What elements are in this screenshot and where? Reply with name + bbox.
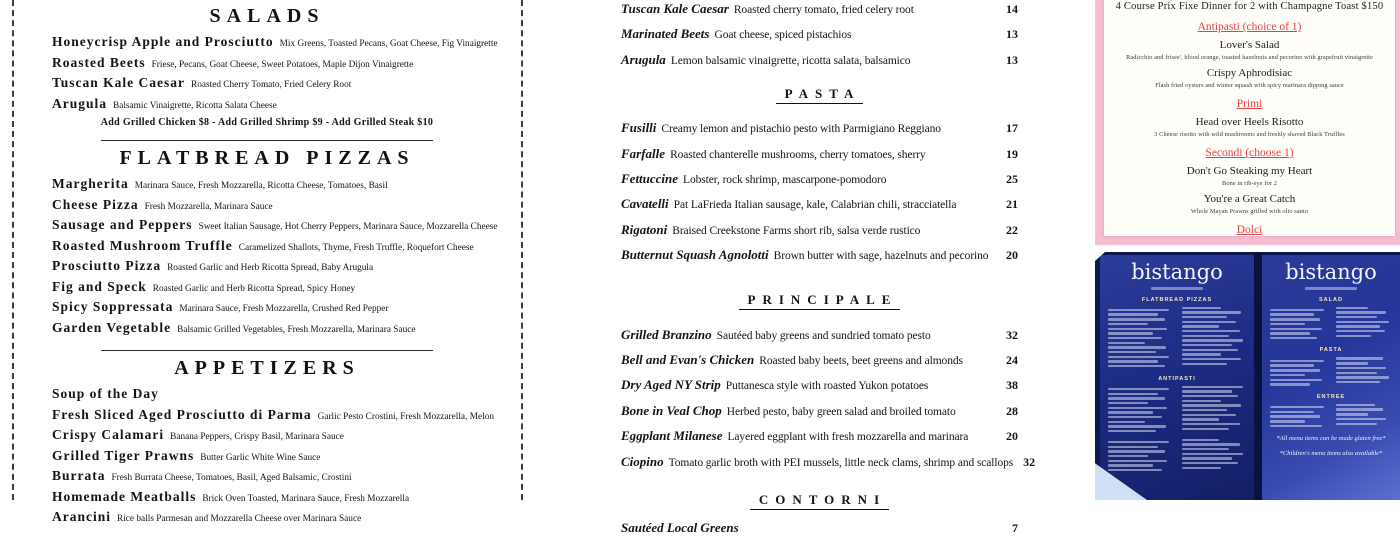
blurred-text-line (1108, 446, 1158, 448)
blurred-text-line (1108, 464, 1153, 466)
menu-item-name: Eggplant Milanese (621, 428, 723, 444)
secondi-entries (1104, 165, 1395, 216)
blurred-text-line (1182, 335, 1230, 337)
blurred-text-line (1108, 342, 1145, 344)
photo-heading-flatbread: FLATBREAD PIZZAS (1141, 296, 1213, 303)
menu-item-text (621, 116, 996, 141)
blurred-text-line (1108, 402, 1148, 404)
menu-item-description: Marinara Sauce, Fresh Mozzarella, Ricotta Cheese, Tomatoes, Basil (134, 181, 388, 191)
menu-text-lines (1100, 386, 1254, 434)
menu-item (34, 385, 500, 406)
menu-item-text (621, 142, 996, 167)
blurred-text-line (1336, 357, 1383, 359)
section-header-pasta (621, 85, 1018, 104)
menu-item-name: Honeycrisp Apple and Prosciutto (52, 34, 274, 49)
menu-item-row (621, 323, 1018, 348)
contorni-item-list (621, 516, 1018, 541)
menu-item-name: Arugula (52, 95, 108, 111)
blurred-text-line (1182, 353, 1222, 355)
blurred-text-line (1182, 344, 1232, 346)
blurred-text-line (1108, 318, 1165, 320)
menu-item-description: Sautéed baby greens and sundried tomato pesto (716, 329, 931, 342)
menu-item-text (621, 348, 996, 373)
menu-item-description: Balsamic Grilled Vegetables, Fresh Mozzarella, Marinara Sauce (177, 324, 416, 335)
dashed-border-right (521, 0, 523, 500)
menu-item-name: Fig and Speck (52, 278, 147, 294)
blurred-text-line (1336, 307, 1369, 309)
blurred-text-line (1270, 309, 1324, 311)
menu-item-row (621, 399, 1018, 424)
pasta-item-list (621, 116, 1018, 268)
blurred-text-line (1336, 376, 1390, 378)
menu-item-row (621, 142, 1018, 167)
blurred-text-line (1182, 330, 1240, 332)
menu-item-description: Roasted Garlic and Herb Ricotta Spread, Spicy Honey (152, 283, 356, 294)
dish-description: 3 Cheese risotto with wild mushrooms and freshly shaved Black Truffles (1154, 131, 1345, 138)
blurred-text-line (1182, 400, 1222, 402)
menu-item-row (621, 116, 1018, 141)
blurred-text-line (1108, 425, 1166, 427)
dish-name: Lover's Salad (1219, 39, 1280, 51)
course-heading-dolci: Dolci (1236, 224, 1263, 236)
menu-item-name: Bell and Evan's Chicken (621, 352, 755, 368)
menu-item-description: Mix Greens, Toasted Pecans, Goat Cheese, Fig Vinaigrette (279, 39, 498, 49)
menu-item-name: Tuscan Kale Caesar (52, 75, 186, 90)
blurred-text-line (1336, 325, 1380, 327)
menu-item-price: 19 (1006, 146, 1018, 161)
blurred-text-line (1108, 313, 1158, 315)
menu-item-name: Sausage and Peppers (52, 217, 193, 232)
menu-item-name: Bone in Veal Chop (621, 402, 722, 418)
blurred-text-line (1108, 309, 1169, 311)
menu-item (34, 33, 500, 54)
menu-item-name: Sautéed Local Greens (621, 520, 739, 536)
menu-item-price: 7 (1012, 521, 1018, 536)
dish-description: Bone in rib-eye for 2 (1222, 180, 1277, 187)
menu-item-description: Braised Creekstone Farms short rib, salsa verde rustico (672, 224, 921, 237)
menu-item-description: Butter Garlic White Wine Sauce (200, 452, 321, 463)
menu-text-lines (1262, 357, 1400, 386)
course-heading-antipasti: Antipasti (choice of 1) (1197, 21, 1302, 33)
blurred-text-line (1108, 323, 1148, 325)
section-title-appetizers: APPETIZERS (174, 357, 360, 379)
menu-item-description: Puttanesca style with roasted Yukon potatoes (725, 380, 929, 393)
menu-item-price: 32 (1006, 327, 1018, 342)
menu-item-name: Prosciutto Pizza (52, 258, 162, 273)
menu-item-description: Layered eggplant with fresh mozzarella and marinara (727, 431, 969, 444)
blurred-text-line (1270, 415, 1320, 417)
menu-item-name: Grilled Branzino (621, 326, 712, 342)
menu-item-name: Rigatoni (621, 221, 668, 237)
menu-item-name: Burrata (52, 468, 106, 483)
menu-item-row (621, 516, 1018, 541)
menu-item-name: Crispy Calamari (52, 427, 165, 442)
menu-item-text (621, 243, 996, 268)
blurred-text-line (1182, 358, 1241, 360)
blurred-text-line (1270, 420, 1305, 422)
blurred-text-line (1182, 414, 1236, 416)
bistango-logo: bistango (1285, 260, 1377, 284)
menu-item (34, 257, 500, 278)
blurred-text-line (1108, 441, 1169, 443)
menu-item (34, 467, 500, 488)
blurred-text-line (1108, 351, 1156, 353)
menu-item (34, 319, 500, 340)
menu-item-row (621, 450, 1036, 475)
menu-item-row (621, 22, 1018, 47)
menu-item (34, 278, 500, 299)
menu-item-description: Pat LaFrieda Italian sausage, kale, Calabrian chili, stracciatella (673, 199, 957, 212)
section-divider (101, 350, 433, 351)
menu-item-price: 20 (1006, 248, 1018, 263)
blurred-text-line (1336, 418, 1387, 420)
blurred-text-line (1108, 460, 1167, 462)
blurred-text-line (1182, 390, 1232, 392)
blurred-text-line (1108, 337, 1162, 339)
blurred-text-line (1270, 383, 1310, 385)
menu-item-row (621, 424, 1018, 449)
blurred-text-line (1182, 321, 1236, 323)
dish-name: Crispy Aphrodisiac (1206, 67, 1293, 79)
menu-item-text (621, 22, 996, 47)
photo-heading-antipasti: ANTIPASTI (1158, 375, 1196, 382)
blurred-text-line (1336, 311, 1387, 313)
blurred-text-line (1108, 393, 1158, 395)
menu-item-row (621, 0, 1018, 22)
center-menu-content (621, 0, 1036, 542)
menu-item (34, 508, 500, 529)
blurred-text-line (1336, 316, 1378, 318)
menu-item-name: Garden Vegetable (52, 319, 172, 335)
menu-item-name: Spicy Soppressata (52, 299, 174, 314)
blurred-text-line (1182, 325, 1219, 327)
menu-item-description: Goat cheese, spiced pistachios (714, 29, 852, 42)
blurred-text-line (1336, 335, 1371, 337)
menu-item-row (621, 48, 1018, 73)
blurred-text-line (1182, 395, 1239, 397)
menu-item-description: Roasted cherry tomato, fried celery root (733, 4, 914, 16)
photo-heading-salad: SALAD (1319, 296, 1343, 303)
menu-text-lines (1262, 307, 1400, 341)
blurred-text-line (1108, 421, 1145, 423)
menu-item-description: Fresh Mozzarella, Marinara Sauce (144, 201, 273, 212)
menu-item-description: Lemon balsamic vinaigrette, ricotta salata, balsamico (670, 54, 911, 67)
menu-item-row (621, 243, 1018, 268)
menu-item-description: Friese, Pecans, Goat Cheese, Sweet Potatoes, Maple Dijon Vinaigrette (151, 59, 414, 70)
blurred-text-line (1182, 418, 1219, 420)
blurred-text-line (1108, 332, 1153, 334)
gluten-free-footnote: *All menu items can be made gluten free* (1276, 435, 1386, 443)
section-header-label: PRINCIPALE (739, 292, 901, 310)
menu-item-name: Roasted Mushroom Truffle (52, 237, 233, 253)
menu-item-row (621, 218, 1018, 243)
blurred-text-line (1182, 311, 1241, 313)
section-header-principale (621, 291, 1018, 310)
blurred-text-line (1336, 367, 1387, 369)
dish-description: Whole Mayan Prawns grilled with olio santo (1190, 208, 1309, 215)
left-menu-content (34, 0, 500, 524)
blurred-text-line (1182, 404, 1241, 406)
flatbread-item-list (34, 175, 500, 339)
menu-text-lines (1100, 439, 1254, 473)
menu-item (34, 298, 500, 319)
menu-item (34, 488, 500, 509)
menu-item-text (621, 516, 1002, 541)
blurred-text-line (1336, 372, 1378, 374)
blurred-text-line (1270, 313, 1314, 315)
principale-item-list (621, 323, 1036, 475)
menu-item-text (621, 323, 996, 348)
menu-item-row (621, 192, 1018, 217)
menu-item-description: Sweet Italian Sausage, Hot Cherry Peppers, Marinara Sauce, Mozzarella Cheese (198, 222, 498, 232)
menu-item-description: Lobster, rock shrimp, mascarpone-pomodoro (683, 174, 887, 187)
menu-item-name: Roasted Beets (52, 54, 146, 70)
section-header-label: CONTORNI (750, 492, 889, 510)
logo-tagline-blur (1151, 287, 1203, 290)
menu-item-description: Roasted baby beets, beet greens and almonds (759, 355, 963, 368)
menu-item (34, 447, 500, 468)
menu-item-name: Fettuccine (621, 171, 679, 187)
menu-item-text (621, 48, 996, 73)
blurred-text-line (1336, 362, 1369, 364)
menu-item-price: 21 (1006, 197, 1018, 212)
menu-item-description: Banana Peppers, Crispy Basil, Marinara Sauce (170, 432, 344, 442)
blurred-text-line (1108, 407, 1167, 409)
menu-item-price: 13 (1006, 27, 1018, 42)
menu-item-row (621, 348, 1018, 373)
blurred-text-line (1182, 448, 1230, 450)
menu-item-row (621, 373, 1018, 398)
blurred-text-line (1270, 323, 1305, 325)
menu-item-name: Butternut Squash Agnolotti (621, 247, 769, 263)
blurred-text-line (1270, 318, 1320, 320)
insalata-item-list (621, 0, 1018, 73)
menu-item-price: 24 (1006, 353, 1018, 368)
blurred-text-line (1108, 455, 1148, 457)
blurred-text-line (1108, 328, 1167, 330)
menu-item-name: Fresh Sliced Aged Prosciutto di Parma (52, 406, 312, 422)
blurred-text-line (1182, 423, 1240, 425)
menu-item-name: Cheese Pizza (52, 196, 139, 212)
menu-item-text (621, 192, 996, 217)
bistango-menu-photo (1095, 252, 1400, 500)
dish-name: Don't Go Steaking my Heart (1186, 165, 1313, 177)
blurred-text-line (1336, 321, 1390, 323)
dish-name: Head over Heels Risotto (1195, 116, 1304, 128)
blurred-text-line (1270, 406, 1324, 408)
blurred-text-line (1108, 430, 1156, 432)
menu-item (34, 175, 500, 196)
menu-item-name: Cavatelli (621, 196, 669, 212)
menu-item-name: Dry Aged NY Strip (621, 377, 721, 393)
menu-item-price: 28 (1006, 403, 1018, 418)
menu-item (34, 196, 500, 217)
prix-fixe-menu-panel (1095, 0, 1400, 245)
blurred-text-line (1182, 363, 1227, 365)
menu-item-description: Brown butter with sage, hazelnuts and pecorino (773, 250, 989, 263)
menu-item-description: Rice balls Parmesan and Mozzarella Cheese over Marinara Sauce (117, 514, 362, 524)
menu-item-description: Balsamic Vinaigrette, Ricotta Salata Cheese (113, 100, 277, 111)
blurred-text-line (1336, 423, 1378, 425)
course-heading-primi: Primi (1236, 98, 1263, 110)
blurred-text-line (1270, 411, 1314, 413)
menu-item-name: Arancini (52, 509, 112, 524)
menu-item (34, 54, 500, 75)
menu-item-text (621, 218, 996, 243)
menu-item-price: 22 (1006, 222, 1018, 237)
menu-item-text (621, 167, 996, 192)
section-header-label: PASTA (776, 86, 864, 104)
blurred-text-line (1336, 413, 1369, 415)
menu-item-description: Marinara Sauce, Fresh Mozzarella, Crushed Red Pepper (179, 304, 389, 314)
section-title-flatbread-pizzas: FLATBREAD PIZZAS (119, 147, 415, 169)
menu-page-left (1100, 255, 1254, 500)
dashed-border-left (12, 0, 14, 500)
blurred-text-line (1108, 397, 1165, 399)
blurred-text-line (1270, 328, 1322, 330)
menu-item-name: Fusilli (621, 120, 657, 136)
prix-fixe-title: 4 Course Prix Fixe Dinner for 2 with Champagne Toast $150 (1115, 1, 1384, 12)
blurred-text-line (1336, 381, 1380, 383)
blurred-text-line (1108, 469, 1162, 471)
blurred-text-line (1182, 453, 1243, 455)
menu-item-description: Fresh Burrata Cheese, Tomatoes, Basil, Aged Balsamic, Crostini (111, 473, 352, 483)
menu-text-lines (1262, 404, 1400, 429)
blurred-text-line (1182, 349, 1239, 351)
menu-item (34, 426, 500, 447)
menu-item-description: Roasted Cherry Tomato, Fried Celery Root (191, 80, 352, 90)
menu-item-description: Brick Oven Toasted, Marinara Sauce, Fresh Mozzarella (202, 493, 410, 504)
blurred-text-line (1270, 364, 1314, 366)
section-divider (101, 140, 433, 141)
menu-item-text (621, 450, 1013, 475)
menu-item-description: Roasted Garlic and Herb Ricotta Spread, Baby Arugula (167, 263, 374, 273)
menu-item-price: 13 (1006, 52, 1018, 67)
menu-item-price: 14 (1006, 2, 1018, 16)
blurred-text-line (1336, 408, 1383, 410)
section-title-salads: SALADS (209, 5, 325, 27)
blurred-text-line (1182, 462, 1239, 464)
menu-item (34, 74, 500, 95)
blurred-text-line (1270, 379, 1322, 381)
menu-item-text (621, 0, 996, 22)
blurred-text-line (1108, 416, 1162, 418)
priced-dinner-menu-panel (524, 0, 1095, 536)
menu-item-name: Marinated Beets (621, 26, 710, 42)
menu-item-text (621, 424, 996, 449)
blurred-text-line (1270, 360, 1324, 362)
menu-item (34, 237, 500, 258)
menu-item-text (621, 373, 996, 398)
section-header-contorni (621, 491, 1018, 510)
blurred-text-line (1108, 411, 1153, 413)
menu-page-right (1262, 255, 1400, 500)
blurred-text-line (1182, 307, 1222, 309)
blurred-text-line (1182, 316, 1227, 318)
blurred-text-line (1336, 330, 1386, 332)
menu-item-price: 20 (1006, 429, 1018, 444)
menu-item-description: Creamy lemon and pistachio pesto with Parmigiano Reggiano (661, 123, 941, 136)
menu-item-text (621, 399, 996, 424)
salads-item-list (34, 33, 500, 115)
prix-fixe-card (1104, 0, 1395, 236)
blurred-text-line (1270, 332, 1310, 334)
blurred-text-line (1270, 374, 1305, 376)
menu-item-row (621, 167, 1018, 192)
blurred-text-line (1108, 346, 1166, 348)
menu-item-name: Homemade Meatballs (52, 488, 197, 504)
menu-item-description: Caramelized Shallots, Thyme, Fresh Truffle, Roquefort Cheese (238, 242, 474, 253)
blurred-text-line (1182, 467, 1222, 469)
menu-item (34, 406, 500, 427)
appetizer-item-list (34, 385, 500, 529)
menu-item-name: Grilled Tiger Prawns (52, 447, 195, 463)
photo-heading-pasta: PASTA (1319, 347, 1343, 354)
bistango-logo: bistango (1131, 260, 1223, 284)
menu-item-name: Soup of the Day (52, 386, 159, 401)
blurred-text-line (1182, 386, 1243, 388)
menu-item (34, 95, 500, 116)
dish-description: Flash fried oysters and winter squash with spicy marinara dipping sauce (1155, 82, 1344, 89)
dish-description: Radicchio and frisee', blood orange, toasted hazelnuts and pecorino with grapefruit vinaigrette (1126, 54, 1373, 61)
blurred-text-line (1108, 365, 1165, 367)
salad-addons-note: Add Grilled Chicken $8 - Add Grilled Shrimp $9 - Add Grilled Steak $10 (100, 117, 434, 128)
menu-item-name: Margherita (52, 176, 129, 191)
menu-item-description: Roasted chanterelle mushrooms, cherry tomatoes, sherry (670, 148, 926, 161)
blurred-text-line (1108, 388, 1169, 390)
menu-item-description: Herbed pesto, baby green salad and broiled tomato (726, 405, 956, 418)
menu-text-lines (1100, 307, 1254, 369)
menu-item-name: Tuscan Kale Caesar (621, 1, 729, 16)
menu-item (34, 216, 500, 237)
menu-item-description: Tomato garlic broth with PEI mussels, little neck clams, shrimp and scallops (668, 456, 1014, 469)
flatbread-menu-panel (0, 0, 524, 524)
blurred-text-line (1108, 356, 1169, 358)
antipasti-entries (1104, 39, 1395, 90)
course-heading-secondi: Secondi (choose 1) (1205, 147, 1294, 159)
menu-item-price: 32 (1023, 454, 1036, 469)
blurred-text-line (1182, 339, 1243, 341)
menu-item-name: Ciopino (621, 453, 664, 469)
menu-item-price: 38 (1006, 378, 1018, 393)
blurred-text-line (1182, 409, 1227, 411)
blurred-text-line (1270, 337, 1317, 339)
logo-tagline-blur (1305, 287, 1357, 290)
blurred-text-line (1182, 457, 1232, 459)
blurred-text-line (1182, 439, 1219, 441)
menu-spine (1254, 252, 1262, 500)
blurred-text-line (1270, 369, 1320, 371)
menu-item-name: Arugula (621, 51, 666, 67)
dish-name: You're a Great Catch (1203, 193, 1296, 205)
blurred-text-line (1108, 450, 1165, 452)
menu-item-name: Farfalle (621, 145, 666, 161)
menu-item-price: 17 (1006, 121, 1018, 136)
primi-entries (1104, 116, 1395, 139)
blurred-text-line (1182, 443, 1240, 445)
blurred-text-line (1182, 428, 1230, 430)
menu-item-price: 25 (1006, 172, 1018, 187)
childrens-menu-footnote: *Children's menu items also available* (1279, 450, 1383, 458)
blurred-text-line (1270, 425, 1322, 427)
blurred-text-line (1108, 360, 1158, 362)
menu-item-description: Garlic Pesto Crostini, Fresh Mozzarella, Melon (317, 411, 494, 422)
photo-heading-entree: ENTREE (1316, 393, 1346, 400)
blurred-text-line (1336, 404, 1376, 406)
